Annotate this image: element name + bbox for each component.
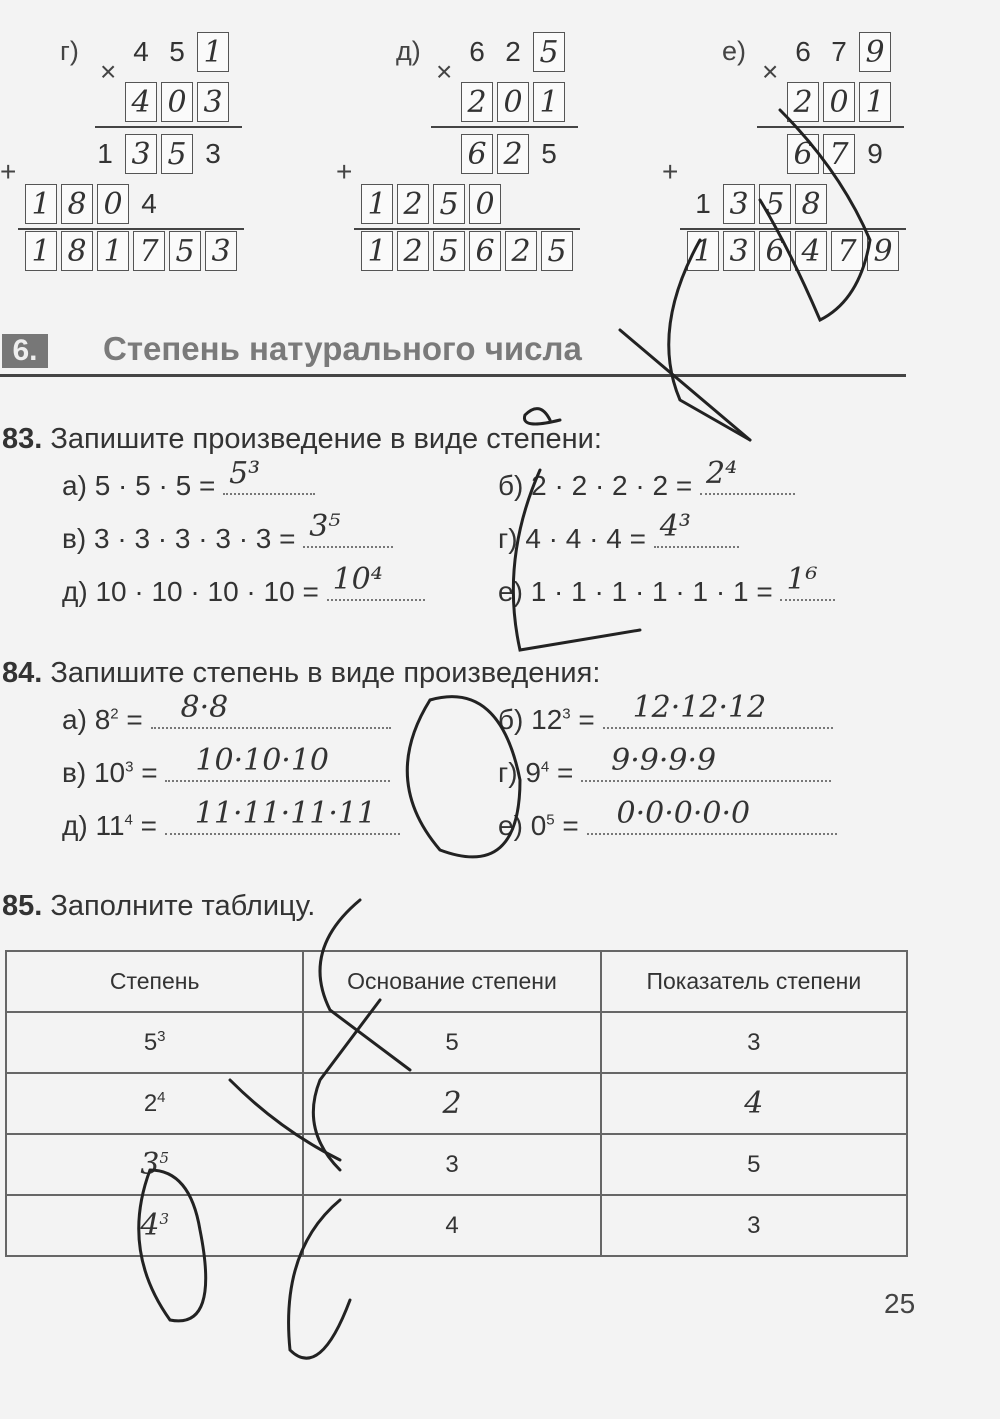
digit-box[interactable]: 2	[461, 82, 493, 122]
task-85-number: 85.	[2, 890, 43, 922]
digit-box[interactable]: 0	[469, 184, 501, 224]
section-title: Степень натурального числа	[103, 330, 582, 367]
scribble-stroke	[669, 240, 750, 440]
item-label: в)	[62, 523, 94, 554]
digit: 2	[505, 36, 521, 67]
digit-box[interactable]: 0	[823, 82, 855, 122]
digit: 6	[469, 36, 485, 67]
power-cell[interactable]: $3^5$	[6, 1134, 303, 1195]
digit-box[interactable]: 2	[787, 82, 819, 122]
scribble-stroke	[320, 900, 410, 1070]
item-expression: 5 · 5 · 5 =	[94, 470, 224, 501]
digit-box[interactable]: 3	[723, 231, 755, 271]
digit-box[interactable]: 1	[687, 231, 719, 271]
handwritten-answer: 1⁶	[786, 562, 818, 597]
digit-box[interactable]: 5	[161, 134, 193, 174]
handwritten-answer: 10⁴	[332, 562, 383, 597]
power-exponent: 4	[540, 758, 550, 776]
item-label: д)	[62, 576, 96, 607]
task-85-text: Заполните таблицу.	[50, 890, 316, 922]
digit-box[interactable]: 7	[133, 231, 165, 271]
table-header-cell: Основание степени	[303, 951, 600, 1012]
exponent-cell: 3	[601, 1012, 907, 1073]
power-exponent: 3	[125, 758, 134, 776]
table-header-cell: Показатель степени	[601, 951, 907, 1012]
item-label: г)	[498, 757, 526, 788]
power-base: 9	[525, 757, 541, 788]
digit-box[interactable]: 1	[859, 82, 891, 122]
base-cell[interactable]: 2	[303, 1073, 600, 1134]
handwritten-answer: 5³	[229, 456, 261, 491]
item-label: б)	[498, 704, 532, 735]
digit-box[interactable]: 7	[831, 231, 863, 271]
digit: 5	[541, 138, 557, 169]
digit: 1	[695, 188, 711, 219]
equals-sign: =	[554, 810, 587, 841]
item-expression: 10 · 10 · 10 · 10 =	[95, 576, 327, 607]
scribble-stroke	[760, 110, 870, 320]
item-label: б)	[498, 470, 532, 501]
base-cell: 4	[303, 1195, 600, 1256]
scribble-stroke	[513, 470, 640, 650]
digit-box[interactable]: 5	[541, 231, 573, 271]
digit-box[interactable]: 0	[161, 82, 193, 122]
digit-box[interactable]: 6	[759, 231, 791, 271]
item-label: а)	[62, 470, 95, 501]
exponent-cell[interactable]: 4	[601, 1073, 907, 1134]
digit-box[interactable]: 6	[461, 134, 493, 174]
digit-box[interactable]: 5	[759, 184, 791, 224]
item-label: г)	[498, 523, 526, 554]
page-number: 25	[884, 1288, 916, 1319]
handwritten-answer: 8·8	[180, 690, 229, 725]
times-sign: ×	[762, 56, 779, 87]
digit: 5	[169, 36, 185, 67]
digit-box[interactable]: 1	[25, 231, 57, 271]
digit-box[interactable]: 1	[25, 184, 57, 224]
digit: 4	[141, 188, 157, 219]
problem-label: г)	[60, 36, 79, 66]
handwritten-answer: 10·10·10	[195, 743, 329, 778]
digit-box[interactable]: 1	[197, 32, 229, 72]
digit: 9	[867, 138, 883, 169]
digit-box[interactable]: 9	[859, 32, 891, 72]
power-exponent: 5	[546, 811, 555, 829]
item-label: е)	[498, 576, 531, 607]
item-expression: 4 · 4 · 4 =	[525, 523, 654, 554]
base-cell: 3	[303, 1134, 600, 1195]
digit-box[interactable]: 3	[125, 134, 157, 174]
digit-box[interactable]: 6	[469, 231, 501, 271]
digit-box[interactable]: 5	[169, 231, 201, 271]
item-expression: 1 · 1 · 1 · 1 · 1 · 1 =	[530, 576, 781, 607]
power-base: 10	[93, 757, 126, 788]
digit-box[interactable]: 8	[61, 184, 93, 224]
equals-sign: =	[549, 757, 582, 788]
digit-box[interactable]: 0	[97, 184, 129, 224]
digit-box[interactable]: 7	[823, 134, 855, 174]
power-base: 8	[94, 704, 111, 735]
digit-box[interactable]: 3	[197, 82, 229, 122]
scribble-stroke	[139, 1170, 206, 1321]
exponent-cell: 5	[601, 1134, 907, 1195]
scribble-stroke	[620, 330, 750, 440]
task-84-text: Запишите степень в виде произведения:	[50, 657, 601, 689]
digit: 1	[97, 138, 113, 169]
problem-label: е)	[722, 36, 747, 66]
item-expression: 3 · 3 · 3 · 3 · 3 =	[93, 523, 304, 554]
table-header-cell: Степень	[6, 951, 303, 1012]
digit-box[interactable]: 2	[497, 134, 529, 174]
digit-box[interactable]: 1	[361, 231, 393, 271]
power-exponent: 4	[124, 811, 133, 829]
task-83-number: 83.	[2, 423, 43, 455]
plus-sign: +	[336, 156, 353, 187]
item-label: а)	[62, 704, 95, 735]
digit-box[interactable]: 9	[867, 231, 899, 271]
item-label: е)	[498, 810, 531, 841]
digit: 3	[205, 138, 221, 169]
power-base: 11	[95, 810, 125, 841]
digit-box[interactable]: 3	[205, 231, 237, 271]
digit-box[interactable]: 1	[361, 184, 393, 224]
times-sign: ×	[100, 56, 117, 87]
handwritten-answer: 3⁵	[309, 509, 341, 544]
handwritten-answer: 9·9·9·9	[611, 743, 717, 778]
handwritten-answer: 4³	[659, 509, 691, 544]
plus-sign: +	[662, 156, 679, 187]
exponent-cell: 3	[601, 1195, 907, 1256]
digit-box[interactable]: 5	[433, 184, 465, 224]
digit-box[interactable]: 5	[433, 231, 465, 271]
digit-box[interactable]: 4	[795, 231, 827, 271]
equals-sign: =	[132, 810, 165, 841]
base-cell: 5	[303, 1012, 600, 1073]
task-84-number: 84.	[2, 657, 43, 689]
equals-sign: =	[133, 757, 166, 788]
task-83-text: Запишите произведение в виде степени:	[50, 423, 602, 455]
section-number: 6.	[2, 334, 48, 368]
digit: 7	[831, 36, 847, 67]
problem-label: д)	[396, 36, 421, 66]
power-exponent: 3	[562, 705, 571, 723]
handwritten-answer: 11·11·11·11	[194, 796, 377, 831]
item-label: в)	[62, 757, 94, 788]
power-cell: $5^3$	[6, 1012, 303, 1073]
handwritten-answer: 12·12·12	[632, 690, 767, 725]
digit: 6	[795, 36, 811, 67]
scribble-stroke	[313, 1000, 380, 1170]
plus-sign: +	[0, 156, 17, 187]
equals-sign: =	[570, 704, 603, 735]
digit-box[interactable]: 2	[397, 184, 429, 224]
digit-box[interactable]: 8	[795, 184, 827, 224]
digit-box[interactable]: 8	[61, 231, 93, 271]
power-exponent: 2	[110, 705, 119, 723]
handwritten-answer: 2⁴	[706, 456, 738, 491]
power-cell: $2^4$	[6, 1073, 303, 1134]
scribble-stroke	[407, 697, 520, 857]
digit-box[interactable]: 2	[397, 231, 429, 271]
digit-box[interactable]: 4	[125, 82, 157, 122]
handwritten-answer: 0·0·0·0·0	[616, 796, 751, 831]
power-cell[interactable]: $4^3$	[6, 1195, 303, 1256]
scribble-stroke	[289, 1200, 350, 1358]
power-base: 12	[531, 704, 563, 735]
item-expression: 2 · 2 · 2 · 2 =	[531, 470, 700, 501]
digit-box[interactable]: 5	[533, 32, 565, 72]
digit: 4	[133, 36, 149, 67]
scribble-stroke	[524, 409, 560, 424]
digit-box[interactable]: 0	[497, 82, 529, 122]
digit-box[interactable]: 6	[787, 134, 819, 174]
digit-box[interactable]: 2	[505, 231, 537, 271]
digit-box[interactable]: 3	[723, 184, 755, 224]
equals-sign: =	[118, 704, 151, 735]
times-sign: ×	[436, 56, 453, 87]
digit-box[interactable]: 1	[533, 82, 565, 122]
power-base: 0	[530, 810, 547, 841]
item-label: д)	[62, 810, 96, 841]
digit-box[interactable]: 1	[97, 231, 129, 271]
